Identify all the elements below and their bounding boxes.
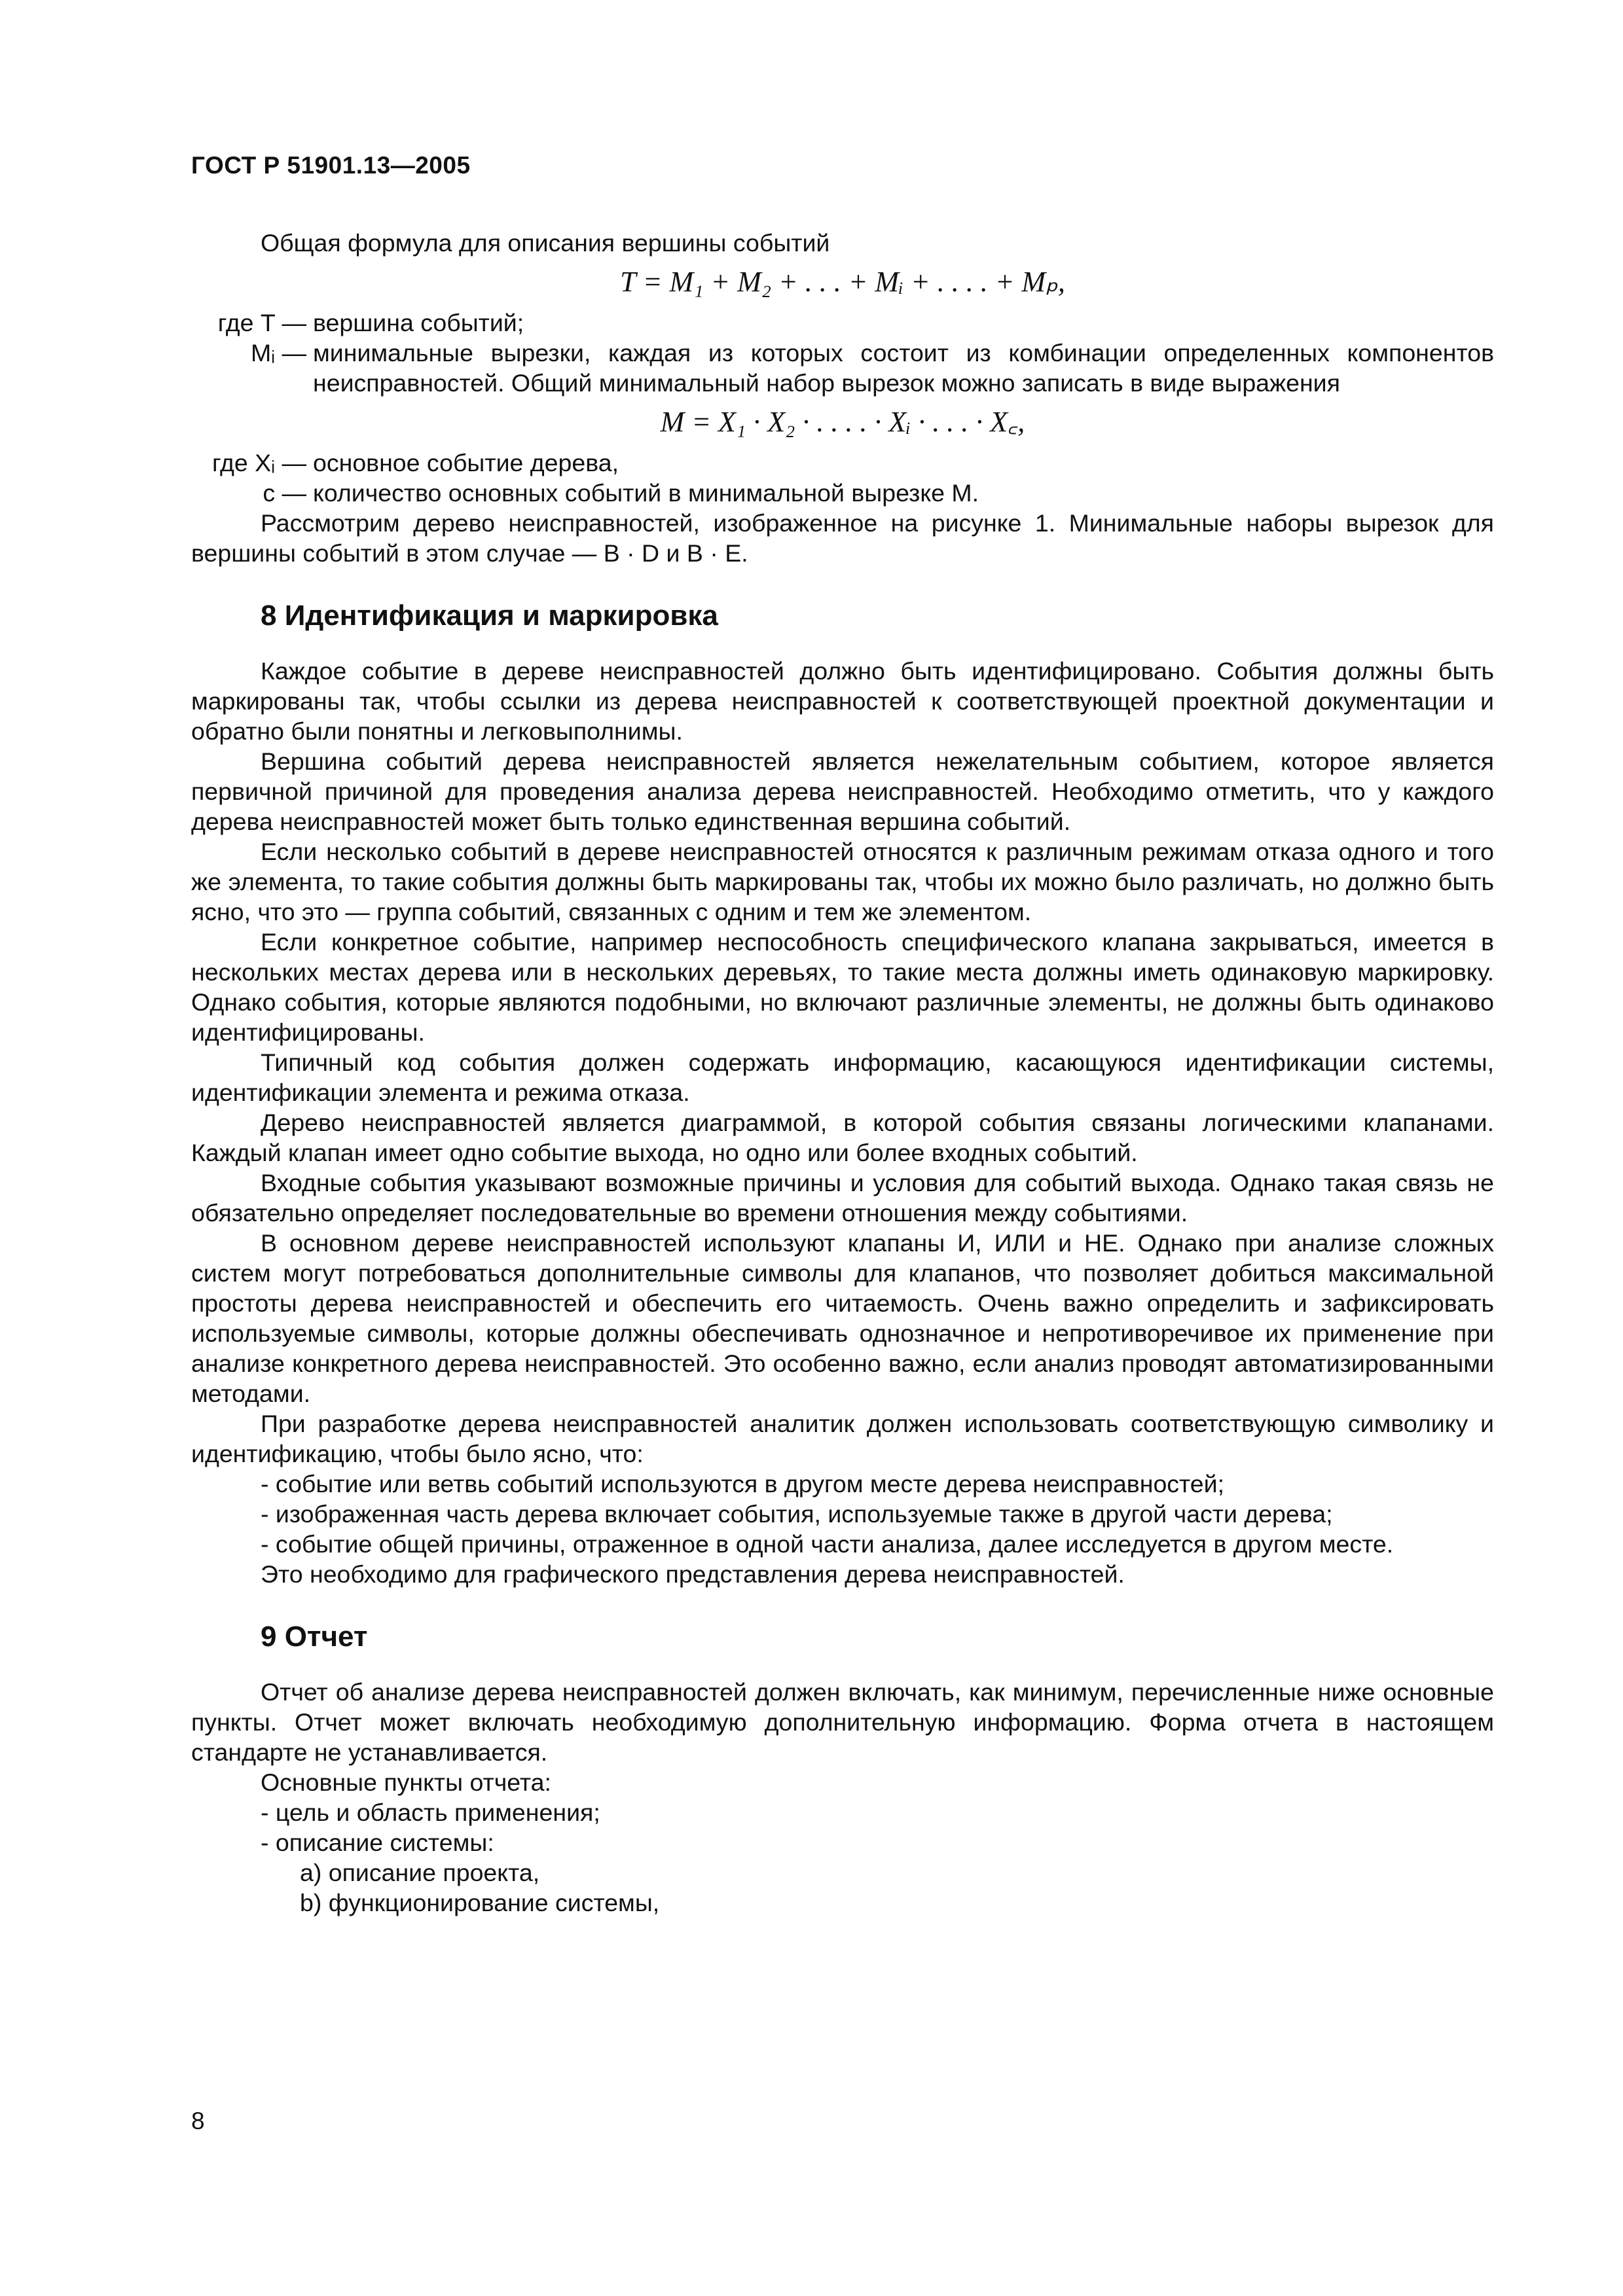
sub-list-item: a) описание проекта,	[300, 1859, 540, 1886]
definition-row	[191, 308, 1494, 338]
definition-term: где Xᵢ —	[212, 449, 306, 476]
page-number: 8	[191, 2108, 205, 2134]
paragraph: В основном дереве неисправностей используют клапаны И, ИЛИ и НЕ. Однако при анализе сложных систем могут потребоваться дополнительные символы для клапанов, что позволяет добиться максимальной простоты дерева неисправностей и обеспечить его читаемость. Очень важно определить и зафиксировать используемые символы, которые должны обеспечивать однозначное и непротиворечивое их применение при анализе конкретного дерева неисправностей. Это особенно важно, если анализ проводят автоматизированными методами.	[191, 1229, 1494, 1407]
definition-row	[191, 338, 1494, 398]
definition-text: вершина событий;	[313, 309, 524, 336]
list-item: - описание системы:	[261, 1829, 494, 1856]
paragraph: Если конкретное событие, например неспособность специфического клапана закрываться, имеется в нескольких местах дерева или в нескольких деревьях, то такие места должны иметь одинаковую маркировку. Однако события, которые являются подобными, но включают различные элементы, не должны быть одинаково идентифицированы.	[191, 928, 1494, 1046]
definition-text: основное событие дерева,	[313, 449, 619, 476]
list-item: - событие общей причины, отраженное в одной части анализа, далее исследуется в другом месте.	[261, 1530, 1394, 1558]
paragraph: Дерево неисправностей является диаграммой, в которой события связаны логическими клапанами. Каждый клапан имеет одно событие выхода, но одно или более входных событий.	[191, 1109, 1494, 1166]
formula-cut-set	[191, 407, 1494, 437]
closing-line: Это необходимо для графического представления дерева неисправностей.	[261, 1560, 1125, 1588]
definition-term: c —	[263, 479, 306, 507]
paragraph: Вершина событий дерева неисправностей является нежелательным событием, которое является первичной причиной для проведения анализа дерева неисправностей. Необходимо отметить, что у каждого дерева неисправностей может быть только единственная вершина событий.	[191, 747, 1494, 835]
formula-text: M = X₁ · X₂ · . . . . · Xᵢ · . . . · X꜀,	[660, 406, 1025, 438]
intro-paragraph: Общая формула для описания вершины событий	[261, 229, 830, 257]
section-9-heading: 9 Отчет	[261, 1621, 368, 1653]
paragraph: Типичный код события должен содержать информацию, касающуюся идентификации системы, идентификации элемента и режима отказа.	[191, 1049, 1494, 1106]
page-content	[191, 228, 1494, 1918]
sub-list-item: b) функционирование системы,	[300, 1889, 660, 1916]
paragraph: Каждое событие в дереве неисправностей должно быть идентифицировано. События должны быть маркированы так, чтобы ссылки из дерева неисправностей к соответствующей проектной документации и обратно были понятны и легковыполнимы.	[191, 657, 1494, 745]
list-intro: Основные пункты отчета:	[261, 1768, 551, 1796]
paragraph: Если несколько событий в дереве неисправностей относятся к различным режимам отказа одного и того же элемента, то такие события должны быть маркированы так, чтобы их можно было различать, но должно быть ясно, что это — группа событий, связанных с одним и тем же элементом.	[191, 838, 1494, 925]
formula-text: T = M₁ + M₂ + . . . + Mᵢ + . . . . + Mₚ,	[620, 266, 1065, 298]
paragraph: Отчет об анализе дерева неисправностей должен включать, как минимум, перечисленные ниже основные пункты. Отчет может включать необходимую дополнительную информацию. Форма отчета в настоящем стандарте не устанавливается.	[191, 1678, 1494, 1766]
definition-term: Mᵢ —	[250, 339, 306, 367]
paragraph: Входные события указывают возможные причины и условия для событий выхода. Однако такая связь не обязательно определяет последовательные во времени отношения между событиями.	[191, 1169, 1494, 1227]
list-item: - изображенная часть дерева включает события, используемые также в другой части дерева;	[261, 1500, 1333, 1528]
cut-set-example-paragraph: Рассмотрим дерево неисправностей, изображенное на рисунке 1. Минимальные наборы вырезок для вершины событий в этом случае — B · D и B · E.	[191, 509, 1494, 567]
list-item: - событие или ветвь событий используются в другом месте дерева неисправностей;	[261, 1470, 1225, 1498]
standard-header: ГОСТ Р 51901.13—2005	[191, 152, 471, 179]
list-item: - цель и область применения;	[261, 1799, 600, 1826]
section-8-heading: 8 Идентификация и маркировка	[261, 600, 718, 632]
paragraph: При разработке дерева неисправностей аналитик должен использовать соответствующую символику и идентификацию, чтобы было ясно, что:	[191, 1410, 1494, 1467]
definition-row	[191, 478, 1494, 508]
definition-term: где T —	[217, 309, 306, 336]
definition-text: минимальные вырезки, каждая из которых состоит из комбинации определенных компонентов неисправностей. Общий минимальный набор вырезок можно записать в виде выражения	[313, 339, 1494, 397]
definition-row	[191, 448, 1494, 478]
formula-top-event	[191, 267, 1494, 297]
definition-text: количество основных событий в минимальной вырезке M.	[313, 479, 979, 507]
